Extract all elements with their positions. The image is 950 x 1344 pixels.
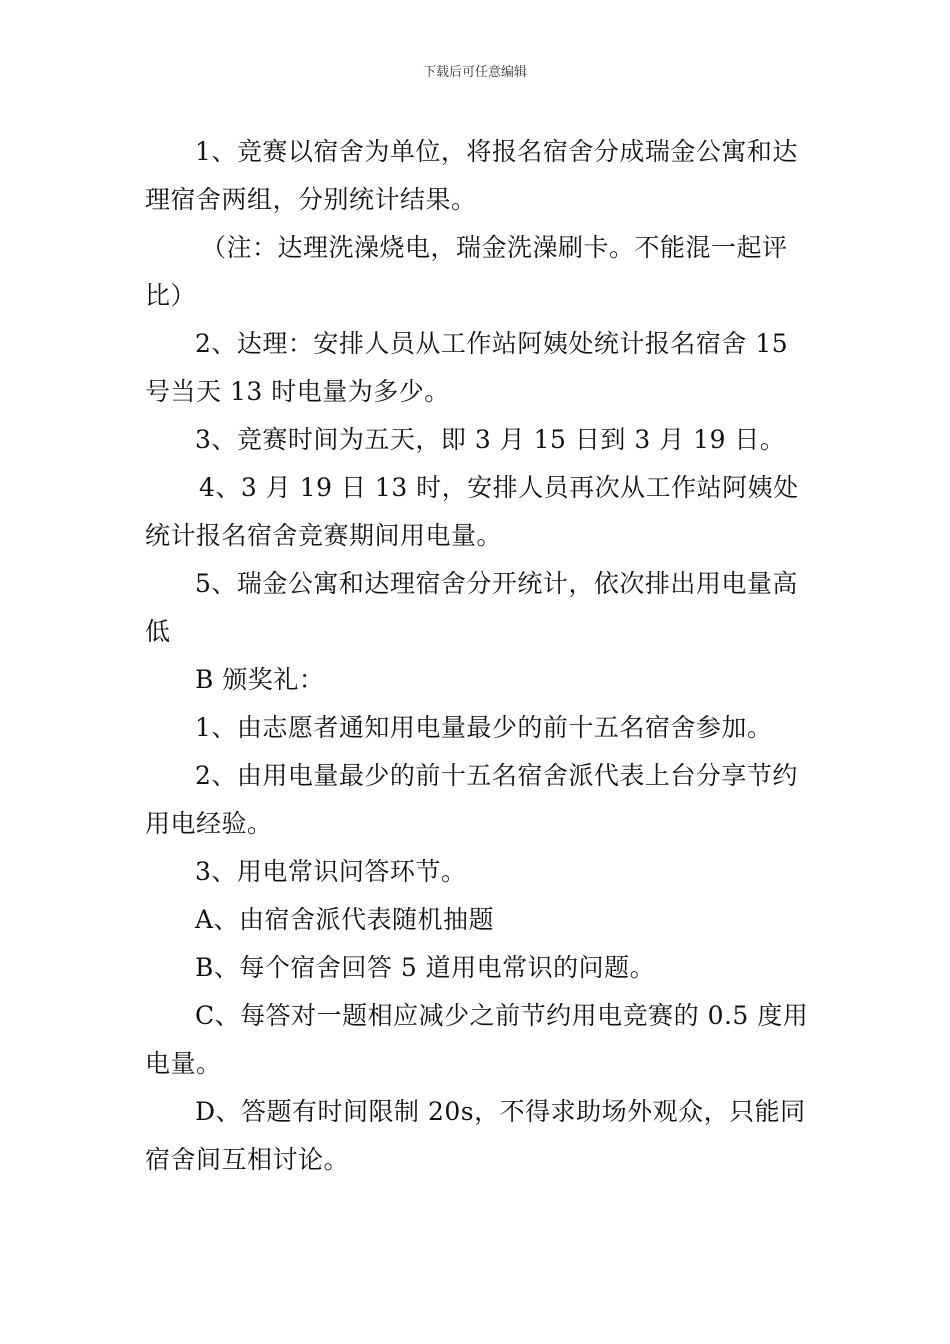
paragraph-award-3: 3、用电常识问答环节。 — [195, 857, 467, 886]
paragraph-note: （注：达理洗澡烧电，瑞金洗澡刷卡。不能混一起评比） — [145, 233, 788, 310]
paragraph-quiz-a: A、由宿舍派代表随机抽题 — [195, 905, 495, 934]
paragraph-award-1: 1、由志愿者通知用电量最少的前十五名宿舍参加。 — [195, 713, 773, 742]
page-header: 下载后可任意编辑 — [422, 65, 527, 80]
paragraph-rule-3: 3、竞赛时间为五天，即 3 月 15 日到 3 月 19 日。 — [195, 425, 786, 454]
document-body — [145, 128, 810, 1184]
paragraph-rule-4: 4、3 月 19 日 13 时，安排人员再次从工作站阿姨处统计报名宿舍竞赛期间用电量。 — [145, 473, 799, 550]
paragraph-rule-5: 5、瑞金公寓和达理宿舍分开统计，依次排出用电量高低 — [145, 569, 798, 646]
paragraph-quiz-d: D、答题有时间限制 20s，不得求助场外观众，只能同宿舍间互相讨论。 — [145, 1097, 806, 1174]
paragraph-quiz-c: C、每答对一题相应减少之前节约用电竞赛的 0.5 度用电量。 — [145, 1001, 809, 1078]
paragraph-rule-2: 2、达理：安排人员从工作站阿姨处统计报名宿舍 15 号当天 13 时电量为多少。 — [145, 329, 789, 406]
section-heading-award: B 颁奖礼： — [195, 665, 325, 694]
paragraph-quiz-b: B、每个宿舍回答 5 道用电常识的问题。 — [195, 953, 656, 982]
paragraph-rule-1: 1、竞赛以宿舍为单位，将报名宿舍分成瑞金公寓和达理宿舍两组，分别统计结果。 — [145, 137, 798, 214]
paragraph-award-2: 2、由用电量最少的前十五名宿舍派代表上台分享节约用电经验。 — [145, 761, 798, 838]
